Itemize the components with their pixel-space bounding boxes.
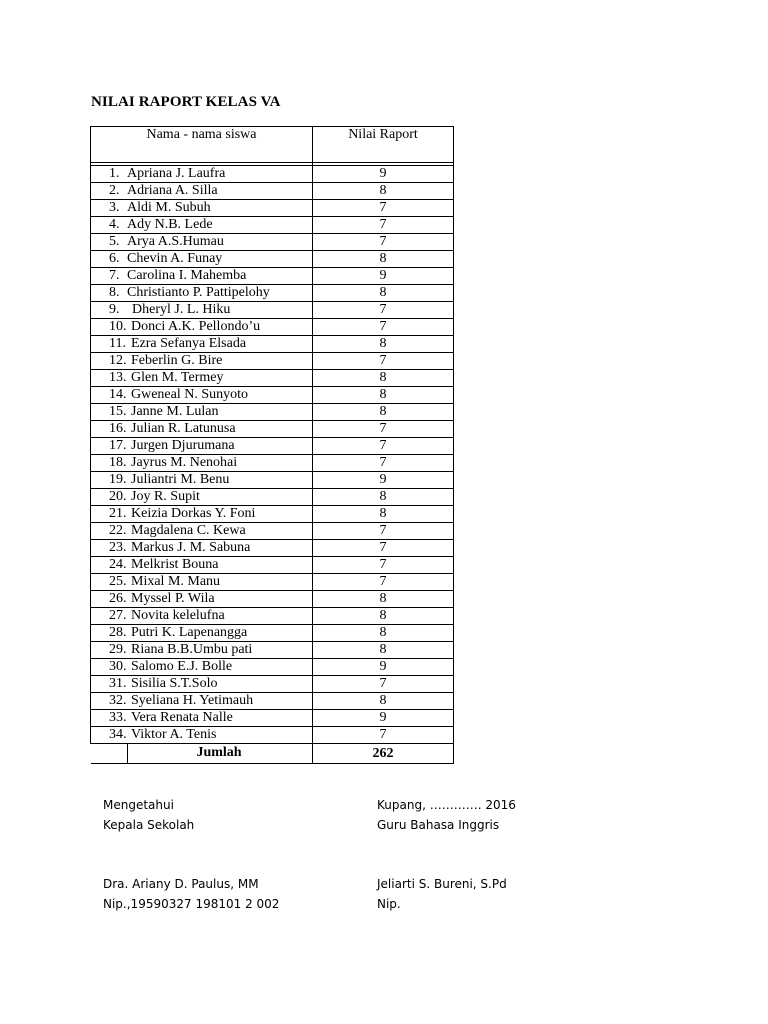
table-row [91,217,454,234]
student-grade: 8 [313,336,454,353]
student-cell [91,404,313,421]
student-grade: 8 [313,591,454,608]
table-row [91,421,454,438]
student-name: Myssel P. Wila [131,591,215,606]
table-row [91,319,454,336]
signature-left [103,795,279,914]
total-label: Jumlah [196,745,242,760]
student-name: Novita kelelufna [131,608,225,623]
row-number: 14. [109,387,127,402]
table-row [91,268,454,285]
table-row [91,472,454,489]
document-title: NILAI RAPORT KELAS VA [91,94,281,110]
student-cell [91,268,313,285]
student-grade: 7 [313,438,454,455]
student-grade: 8 [313,693,454,710]
student-cell [91,506,313,523]
row-number: 29. [109,642,127,657]
row-number: 28. [109,625,127,640]
student-name: Riana B.B.Umbu pati [131,642,253,657]
table-row [91,166,454,183]
student-name: Melkrist Bouna [131,557,219,572]
row-number: 30. [109,659,127,674]
student-cell [91,438,313,455]
table-row [91,285,454,302]
student-cell [91,421,313,438]
table-row [91,540,454,557]
student-grade: 8 [313,404,454,421]
student-name: Chevin A. Funay [127,251,223,266]
row-number: 18. [109,455,127,470]
student-cell [91,387,313,404]
student-grade: 9 [313,166,454,183]
student-cell [91,693,313,710]
student-cell [91,625,313,642]
row-number: 25. [109,574,127,589]
signature-right [377,795,516,914]
student-cell [91,183,313,200]
table-row [91,608,454,625]
row-number: 10. [109,319,127,334]
student-name: Syeliana H. Yetimauh [131,693,254,708]
student-cell [91,166,313,183]
row-number: 20. [109,489,127,504]
row-number: 19. [109,472,127,487]
student-grade: 8 [313,489,454,506]
row-number: 6. [109,251,120,266]
student-cell [91,710,313,727]
student-grade: 7 [313,234,454,251]
student-grade: 8 [313,285,454,302]
student-grade: 7 [313,217,454,234]
row-number: 24. [109,557,127,572]
table-row [91,710,454,727]
student-cell [91,319,313,336]
total-cell [91,744,313,764]
table-row [91,183,454,200]
row-number: 12. [109,353,127,368]
row-number: 7. [109,268,120,283]
student-cell [91,659,313,676]
row-number: 4. [109,217,120,232]
row-number: 2. [109,183,120,198]
table-total-row [91,744,454,764]
signature-right-place-date: Kupang, …………. 2016 [377,798,516,812]
student-name: Viktor A. Tenis [131,727,217,742]
student-cell [91,285,313,302]
table-row [91,659,454,676]
student-name: Salomo E.J. Bolle [131,659,233,674]
table-row [91,251,454,268]
student-grade: 7 [313,302,454,319]
row-number: 8. [109,285,120,300]
student-cell [91,727,313,744]
student-name: Adriana A. Silla [127,183,218,198]
student-grade: 7 [313,540,454,557]
student-name: Sisilia S.T.Solo [131,676,218,691]
row-number: 27. [109,608,127,623]
table-row [91,642,454,659]
student-cell [91,302,313,319]
row-number: 23. [109,540,127,555]
student-grade: 7 [313,353,454,370]
table-row [91,693,454,710]
student-name: Mixal M. Manu [131,574,221,589]
student-cell [91,489,313,506]
table-row [91,404,454,421]
student-grade: 8 [313,251,454,268]
student-grade: 8 [313,608,454,625]
row-number: 13. [109,370,127,385]
student-grade: 7 [313,319,454,336]
row-number: 33. [109,710,127,725]
table-row [91,489,454,506]
table-row [91,591,454,608]
student-cell [91,251,313,268]
grades-table [90,126,454,764]
student-grade: 9 [313,710,454,727]
signature-left-name: Dra. Ariany D. Paulus, MM [103,877,259,891]
student-grade: 7 [313,727,454,744]
student-cell [91,676,313,693]
signature-left-role: Kepala Sekolah [103,818,195,832]
table-row [91,523,454,540]
student-name: Gweneal N. Sunyoto [131,387,249,402]
table-row [91,727,454,744]
student-name: Apriana J. Laufra [127,166,226,181]
row-number: 11. [109,336,126,351]
student-name: Ezra Sefanya Elsada [131,336,247,351]
student-grade: 7 [313,421,454,438]
student-cell [91,200,313,217]
student-cell [91,540,313,557]
student-name: Joy R. Supit [131,489,200,504]
row-number: 17. [109,438,127,453]
student-grade: 7 [313,574,454,591]
table-row [91,455,454,472]
row-number: 9. [109,302,120,317]
table-row [91,676,454,693]
student-grade: 8 [313,506,454,523]
total-value: 262 [313,744,454,764]
signature-right-role: Guru Bahasa Inggris [377,818,500,832]
student-name: Dheryl J. L. Hiku [132,302,231,317]
row-number: 21. [109,506,127,521]
student-cell [91,608,313,625]
student-cell [91,472,313,489]
student-name: Jayrus M. Nenohai [131,455,238,470]
table-row [91,387,454,404]
signature-right-name: Jeliarti S. Bureni, S.Pd [377,877,507,891]
student-name: Markus J. M. Sabuna [131,540,251,555]
student-name: Feberlin G. Bire [131,353,223,368]
student-cell [91,234,313,251]
student-cell [91,523,313,540]
signature-left-nip: Nip.,19590327 198101 2 002 [103,897,280,911]
student-name: Keizia Dorkas Y. Foni [131,506,256,521]
student-name: Ady N.B. Lede [127,217,213,232]
student-grade: 8 [313,642,454,659]
student-cell [91,642,313,659]
student-name: Aldi M. Subuh [127,200,211,215]
student-cell [91,455,313,472]
table-row [91,353,454,370]
student-name: Vera Renata Nalle [131,710,233,725]
student-cell [91,574,313,591]
row-number: 32. [109,693,127,708]
row-number: 5. [109,234,120,249]
student-cell [91,217,313,234]
table-row [91,574,454,591]
row-number: 16. [109,421,127,436]
table-row [91,234,454,251]
student-name: Putri K. Lapenangga [131,625,248,640]
row-number: 26. [109,591,127,606]
row-number: 1. [109,166,120,181]
header-name-column: Nama - nama siswa [91,127,313,163]
student-name: Juliantri M. Benu [131,472,230,487]
student-grade: 9 [313,268,454,285]
table-row [91,370,454,387]
student-grade: 8 [313,370,454,387]
table-row [91,438,454,455]
table-header-row [91,127,454,163]
student-name: Magdalena C. Kewa [131,523,246,538]
table-row [91,336,454,353]
row-number: 22. [109,523,127,538]
student-grade: 9 [313,472,454,489]
student-name: Christianto P. Pattipelohy [127,285,270,300]
student-grade: 7 [313,523,454,540]
student-cell [91,353,313,370]
table-row [91,625,454,642]
student-name: Arya A.S.Humau [127,234,224,249]
student-name: Jurgen Djurumana [131,438,235,453]
signature-left-line1: Mengetahui [103,798,174,812]
student-cell [91,557,313,574]
row-number: 15. [109,404,127,419]
student-grade: 7 [313,557,454,574]
student-grade: 8 [313,625,454,642]
row-number: 3. [109,200,120,215]
student-cell [91,336,313,353]
header-value-column: Nilai Raport [313,127,454,163]
student-cell [91,591,313,608]
student-name: Glen M. Termey [131,370,224,385]
row-number: 31. [109,676,127,691]
table-row [91,557,454,574]
student-grade: 7 [313,676,454,693]
student-cell [91,370,313,387]
student-grade: 9 [313,659,454,676]
table-row [91,506,454,523]
student-name: Donci A.K. Pellondo’u [131,319,261,334]
student-grade: 8 [313,387,454,404]
table-row [91,302,454,319]
row-number: 34. [109,727,127,742]
student-grade: 7 [313,200,454,217]
student-grade: 7 [313,455,454,472]
table-row [91,200,454,217]
student-name: Janne M. Lulan [131,404,219,419]
signature-right-nip: Nip. [377,897,401,911]
student-name: Julian R. Latunusa [131,421,236,436]
student-grade: 8 [313,183,454,200]
student-name: Carolina I. Mahemba [127,268,247,283]
